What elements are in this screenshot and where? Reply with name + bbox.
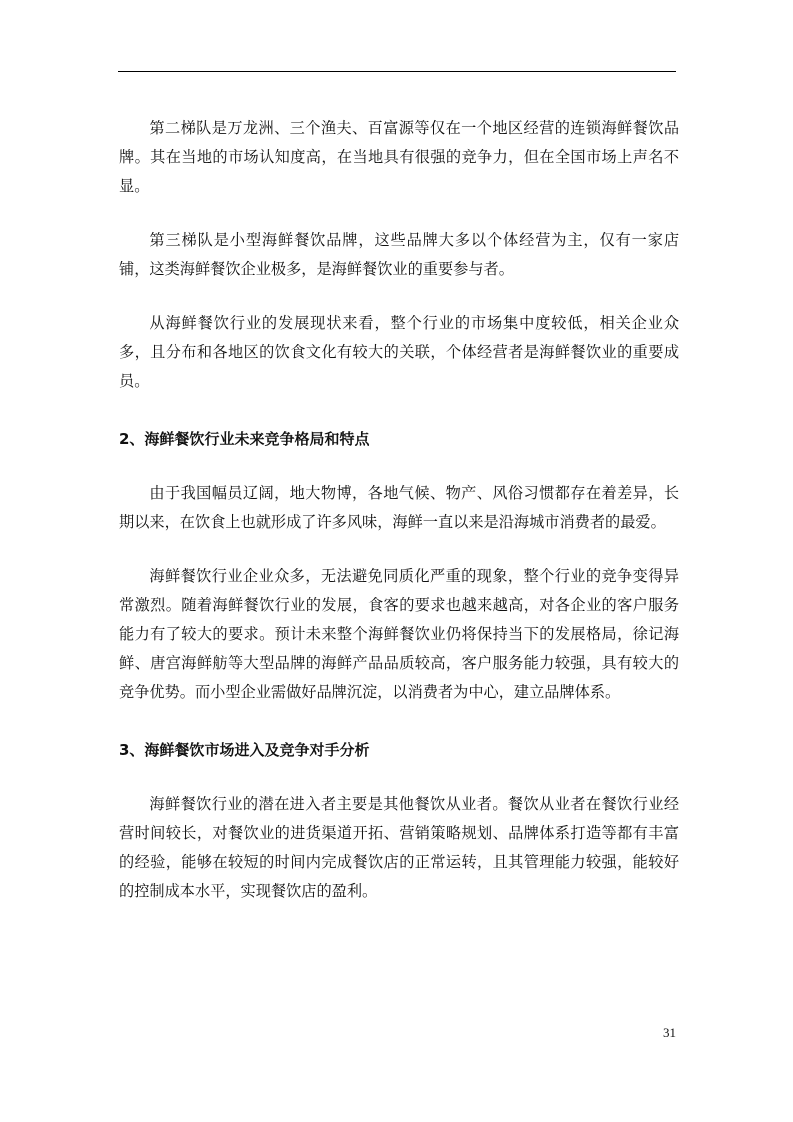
paragraph: 由于我国幅员辽阔，地大物博，各地气候、物产、风俗习惯都存在着差异，长期以来，在饮食上也就形成了许多风味，海鲜一直以来是沿海城市消费者的最爱。 <box>119 484 679 531</box>
paragraph: 海鲜餐饮行业企业众多，无法避免同质化严重的现象，整个行业的竞争变得异常激烈。随着海鲜餐饮行业的发展，食客的要求也越来越高，对各企业的客户服务能力有了较大的要求。预计未来整个海鲜餐饮业仍将保持当下的发展格局，徐记海鲜、唐宫海鲜舫等大型品牌的海鲜产品品质较高，客户服务能力较强，具有较大的竞争优势。而小型企业需做好品牌沉淀，以消费者为中心，建立品牌体系。 <box>119 567 679 701</box>
section-heading: 2、海鲜餐饮行业未来竞争格局和特点 <box>119 430 370 448</box>
paragraph: 海鲜餐饮行业的潜在进入者主要是其他餐饮从业者。餐饮从业者在餐饮行业经营时间较长，对餐饮业的进货渠道开拓、营销策略规划、品牌体系打造等都有丰富的经验，能够在较短的时间内完成餐饮店的正常运转，且其管理能力较强，能较好的控制成本水平，实现餐饮店的盈利。 <box>119 795 679 900</box>
paragraph: 第三梯队是小型海鲜餐饮品牌，这些品牌大多以个体经营为主，仅有一家店铺，这类海鲜餐饮企业极多，是海鲜餐饮业的重要参与者。 <box>119 231 679 278</box>
paragraph: 第二梯队是万龙洲、三个渔夫、百富源等仅在一个地区经营的连锁海鲜餐饮品牌。其在当地的市场认知度高，在当地具有很强的竞争力，但在全国市场上声名不显。 <box>119 119 679 195</box>
section-heading: 3、海鲜餐饮市场进入及竞争对手分析 <box>119 741 370 759</box>
paragraph: 从海鲜餐饮行业的发展现状来看，整个行业的市场集中度较低，相关企业众多，且分布和各地区的饮食文化有较大的关联，个体经营者是海鲜餐饮业的重要成员。 <box>119 314 679 390</box>
page-content <box>119 114 679 906</box>
page-number: 31 <box>663 1025 676 1040</box>
header-rule <box>118 71 676 72</box>
